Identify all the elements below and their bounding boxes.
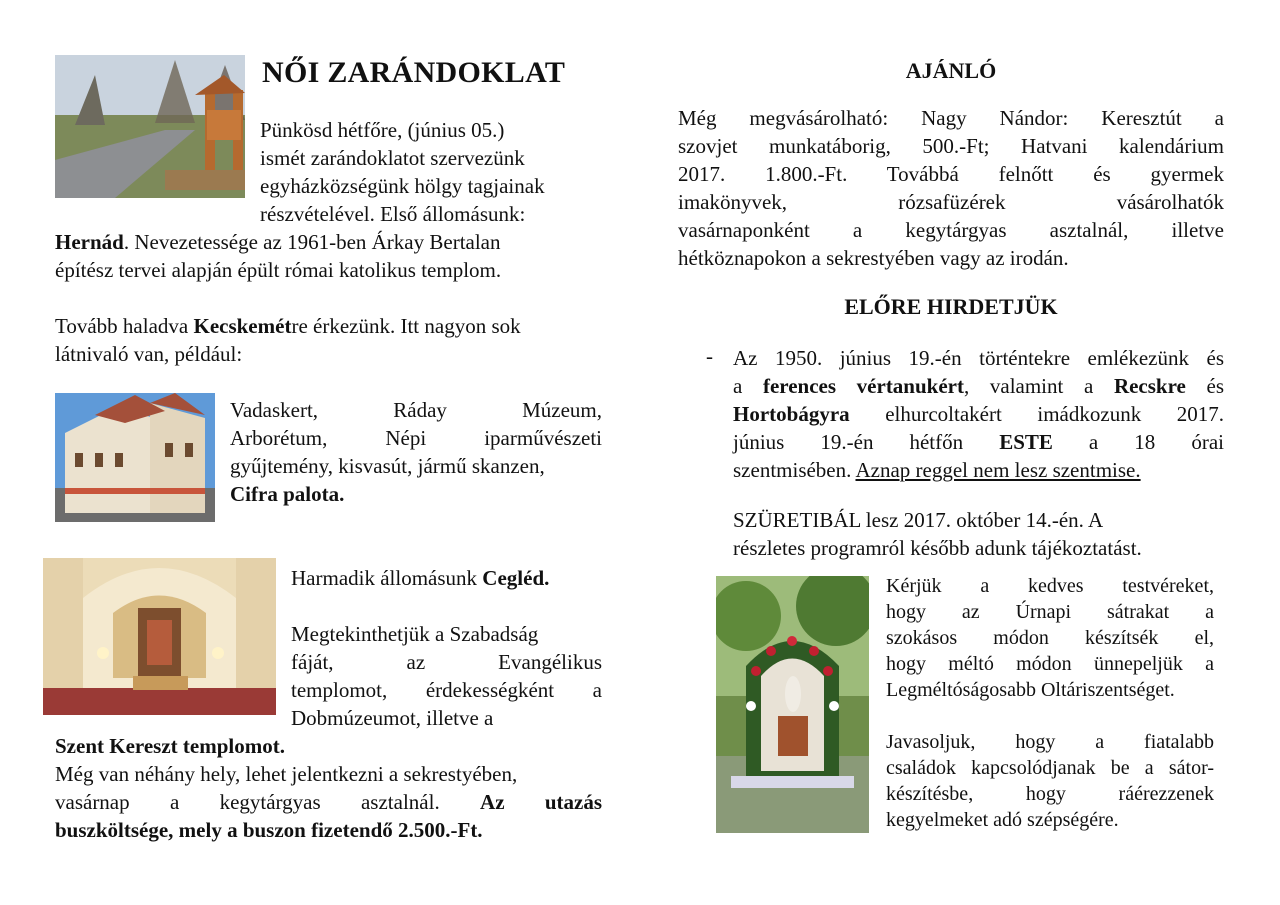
- page-title: NŐI ZARÁNDOKLAT: [262, 56, 566, 89]
- kecskemet-before: Tovább haladva: [55, 314, 194, 338]
- urnapi-line-6: Javasoljuk, hogy a fiatalabb: [886, 731, 1214, 753]
- cegled-line: [291, 564, 602, 592]
- elore-l2b: , valamint a: [963, 374, 1114, 398]
- cegled-line-1: Megtekinthetjük a Szabadság: [291, 622, 539, 646]
- sights-line-4: [230, 480, 602, 508]
- szureti-paragraph: [733, 506, 1224, 562]
- elore-line-3: [733, 400, 1224, 428]
- cegled-church-photo: [43, 558, 276, 715]
- urnapi-line-1: Kérjük a kedves testvéreket,: [886, 575, 1214, 597]
- cegled-line-4: Dobmúzeumot, illetve a: [291, 706, 494, 730]
- elore-line-4: [733, 428, 1224, 456]
- ajanlo-heading: AJÁNLÓ: [905, 58, 997, 83]
- closing-line-2: [55, 788, 602, 816]
- spacer: [886, 703, 1214, 729]
- cegled-name: Cegléd.: [482, 566, 550, 590]
- sights-line-3: gyűjtemény, kisvasút, jármű skanzen,: [230, 454, 545, 478]
- urnapi-paragraph: [886, 573, 1214, 833]
- closing-paragraph: [55, 732, 602, 844]
- hernad-photo: [55, 55, 245, 198]
- ajanlo-line-5: vasárnaponként a kegytárgyas asztalnál, illetve: [678, 218, 1224, 242]
- kecskemet-line-1: [55, 312, 602, 340]
- hortobagy: Hortobágyra: [733, 402, 850, 426]
- elore-paragraph: [733, 344, 1224, 484]
- cifra-palota-photo: [55, 393, 215, 522]
- sights-line-1: Vadaskert, Ráday Múzeum,: [230, 398, 602, 422]
- hernad-line: [55, 228, 602, 256]
- ajanlo-line-4: imakönyvek, rózsafüzérek vásárolhatók: [678, 190, 1224, 214]
- cegled-before: Harmadik állomásunk: [291, 566, 483, 590]
- elore-l3: elhurcoltakért imádkozunk 2017.: [849, 402, 1224, 426]
- cifra-palota-name: Cifra palota.: [230, 482, 345, 506]
- elore-l2c: és: [1185, 374, 1224, 398]
- elore-line-1: Az 1950. június 19.-én történtekre emlékezünk és: [733, 346, 1224, 370]
- elore-line-5: [733, 456, 1224, 484]
- elore-l4a: június 19.-én hétfőn: [733, 430, 1000, 454]
- szureti-line-1: SZÜRETIBÁL lesz 2017. október 14.-én. A: [733, 508, 1104, 532]
- intro-line-4: részvételével. Első állomásunk:: [260, 202, 526, 226]
- urnapi-line-4: hogy méltó módon ünnepeljük a: [886, 653, 1214, 675]
- urnapi-line-9: kegyelmeket adó szépségére.: [886, 809, 1119, 831]
- szureti-line-2: részletes programról később adunk tájékoztatást.: [733, 536, 1142, 560]
- urnapi-line-2: hogy az Úrnapi sátrakat a: [886, 601, 1214, 623]
- ajanlo-line-1: Még megvásárolható: Nagy Nándor: Keresztút a: [678, 106, 1224, 130]
- hernad-name: Hernád: [55, 230, 124, 254]
- cegled-line-2: fáját, az Evangélikus: [291, 650, 602, 674]
- hernad-paragraph: [55, 228, 602, 284]
- urnapi-line-3: szokásos módon készítsék el,: [886, 627, 1214, 649]
- hernad-description: . Nevezetessége az 1961-ben Árkay Bertalan: [123, 230, 501, 254]
- ajanlo-line-6: hétköznapokon a sekrestyében vagy az irodán.: [678, 246, 1069, 270]
- recsk: Recskre: [1113, 374, 1186, 398]
- elore-line-2: [733, 372, 1224, 400]
- cegled-paragraph: [291, 564, 602, 732]
- elore-l4b: a 18 órai: [1052, 430, 1224, 454]
- intro-line-1: Pünkösd hétfőre, (június 05.): [260, 118, 505, 142]
- urnapi-line-5: Legméltóságosabb Oltáriszentséget.: [886, 679, 1175, 701]
- este: ESTE: [999, 430, 1053, 454]
- elore-l2a: a: [733, 374, 763, 398]
- no-morning-mass: Aznap reggel nem lesz szentmise.: [855, 458, 1141, 482]
- closing-line-2-text: vasárnap a kegytárgyas asztalnál.: [55, 790, 481, 814]
- closing-line-2-bold: Az utazás: [480, 790, 603, 814]
- urnapi-satra-photo: [716, 576, 869, 833]
- elore-heading: ELŐRE HIRDETJÜK: [844, 294, 1058, 319]
- sights-paragraph: [230, 396, 602, 508]
- elore-l5a: szentmisében.: [733, 458, 856, 482]
- urnapi-line-8: készítésbe, hogy ráérezzenek: [886, 783, 1214, 805]
- closing-line-3: [55, 816, 602, 844]
- closing-line-3-bold: buszköltsége, mely a buszon fizetendő 2.500.-Ft.: [55, 818, 483, 842]
- ajanlo-paragraph: [678, 104, 1224, 272]
- kecskemet-paragraph: [55, 312, 602, 368]
- sights-line-2: Arborétum, Népi iparművészeti: [230, 426, 602, 450]
- church-line: [55, 732, 602, 760]
- elore-bullet: -: [706, 344, 713, 368]
- kecskemet-name: Kecskemét: [193, 314, 292, 338]
- cegled-line-3: templomot, érdekességként a: [291, 678, 602, 702]
- spacer: [291, 592, 602, 620]
- ajanlo-line-2: szovjet munkatáborig, 500.-Ft; Hatvani kalendárium: [678, 134, 1224, 158]
- intro-line-2: ismét zarándoklatot szervezünk: [260, 146, 525, 170]
- kecskemet-after: re érkezünk. Itt nagyon sok: [291, 314, 521, 338]
- intro-paragraph: [260, 116, 602, 228]
- intro-line-3: egyházközségünk hölgy tagjainak: [260, 174, 545, 198]
- church-name: Szent Kereszt templomot.: [55, 734, 285, 758]
- ajanlo-line-3: 2017. 1.800.-Ft. Továbbá felnőtt és gyermek: [678, 162, 1224, 186]
- kecskemet-line-2: látnivaló van, például:: [55, 342, 243, 366]
- ferences-vertanuk: ferences vértanukért: [762, 374, 964, 398]
- hernad-line-2: építész tervei alapján épült római katolikus templom.: [55, 258, 502, 282]
- urnapi-line-7: családok kapcsolódjanak be a sátor-: [886, 757, 1214, 779]
- closing-line-1: Még van néhány hely, lehet jelentkezni a sekrestyében,: [55, 762, 518, 786]
